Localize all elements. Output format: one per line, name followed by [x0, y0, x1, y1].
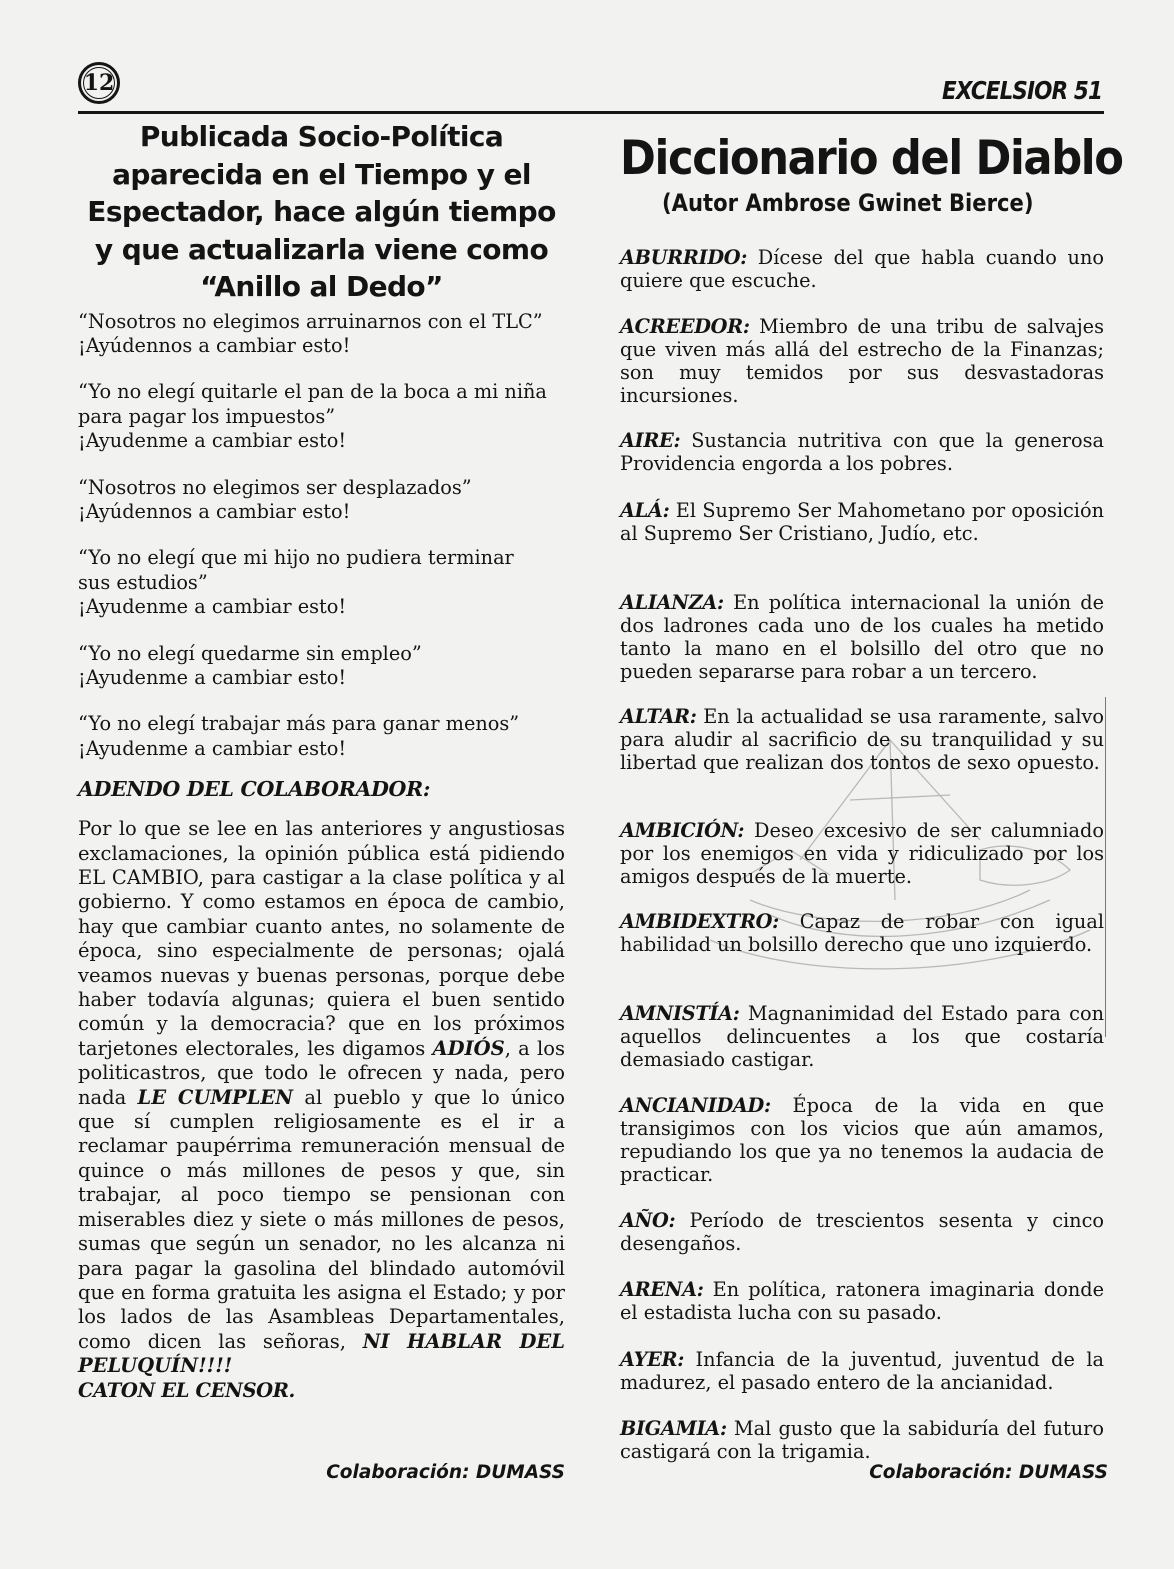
entry-term: AMBIDEXTRO: [620, 910, 779, 933]
entry-term: ALTAR: [620, 705, 697, 728]
entry-term: AMBICIÓN: [620, 819, 745, 842]
entry-definition: El Supremo Ser Mahometano por oposición al Supremo Ser Cristiano, Judío, etc. [620, 499, 1104, 545]
dictionary-entry [620, 500, 1104, 546]
emphasis-text: NI HABLAR DEL PELUQUÍN!!!! [78, 1329, 565, 1378]
left-credit: Colaboración: DUMASS [326, 1462, 565, 1483]
entry-definition: En la actualidad se usa raramente, salvo para aludir al sacrificio de su tranquilidad y su libertad que realizan dos tontos de sexo opuesto. [620, 705, 1104, 774]
entry-definition: Período de trescientos sesenta y cinco desengaños. [620, 1209, 1104, 1255]
entry-definition: Sustancia nutritiva con que la generosa Providencia engorda a los pobres. [620, 429, 1104, 475]
stanza [78, 476, 565, 525]
poem [78, 310, 565, 762]
stanza [78, 546, 565, 619]
body-text-part: Por lo que se lee en las anteriores y angustiosas exclamaciones, la opinión pública está pidiendo EL CAMBIO, para castigar a la clase política y al gobierno. Y como estamos en época de cambio, hay que cambiar cuanto antes, no solamente de época, sino especialmente de personas; ojalá veamos nuevas y buenas personas, porque debe haber todavía algunas; quiera el buen sentido común y la democracia? que en los próximos tarjetones electorales, les digamos [78, 817, 565, 1060]
entry-definition: En política internacional la unión de dos ladrones cada uno de los cuales ha metido tanto la mano en el bolsillo del otro que no pueden separarse para robar a un tercero. [620, 591, 1104, 683]
entry-definition: Miembro de una tribu de salvajes que viven más allá del estrecho de la Finanzas; son muy temidos por sus desvastadoras incursiones. [620, 315, 1104, 407]
right-credit: Colaboración: DUMASS [869, 1462, 1108, 1483]
dictionary-entry [620, 316, 1104, 408]
left-column [78, 118, 565, 1403]
page-number-badge [78, 62, 120, 104]
illustration-frame-line [1105, 697, 1106, 1037]
entry-term: AMNISTÍA: [620, 1002, 740, 1025]
stanza-line: ¡Ayudenme a cambiar esto! [78, 595, 347, 619]
entry-term: BIGAMIA: [620, 1417, 727, 1440]
entry-definition: Magnanimidad del Estado para con aquellos delincuentes a los que costaría demasiado castigar. [620, 1002, 1104, 1071]
dictionary-entry [620, 247, 1104, 293]
stanza-line: ¡Ayudenme a cambiar esto! [78, 736, 347, 760]
emphasis-text: LE CUMPLEN [137, 1085, 294, 1109]
stanza-line: “Yo no elegí trabajar más para ganar menos” [78, 712, 520, 736]
entry-term: ARENA: [620, 1278, 704, 1301]
stanza-line: ¡Ayúdennos a cambiar esto! [78, 499, 351, 523]
stanza-line: “Yo no elegí quitarle el pan de la boca a mi niña [78, 380, 547, 404]
entry-definition: Capaz de robar con igual habilidad un bolsillo derecho que uno izquierdo. [620, 910, 1104, 956]
dictionary-entry [620, 1279, 1104, 1325]
entry-definition: Época de la vida en que transigimos con los vicios que aún amamos, repudiando los que ya no tenemos la audacia de practicar. [620, 1094, 1104, 1186]
publication-brand: EXCELSIOR 51 [941, 76, 1102, 105]
adendo-title: ADENDO DEL COLABORADOR: [78, 777, 431, 802]
left-headline: Publicada Socio-Política aparecida en el Tiempo y el Espectador, hace algún tiempo y que actualizarla viene como “Anillo al Dedo” [87, 120, 556, 303]
dictionary-entry [620, 706, 1104, 775]
dictionary-entry [620, 911, 1104, 957]
stanza-line: para pagar los impuestos” [78, 404, 336, 428]
entry-term: ALÁ: [620, 499, 670, 522]
entry-definition: Mal gusto que la sabiduría del futuro castigará con la trigamia. [620, 1417, 1104, 1463]
entry-term: ALIANZA: [620, 591, 724, 614]
stanza [78, 712, 565, 761]
stanza-line: “Nosotros no elegimos arruinarnos con el TLC” [78, 309, 543, 333]
entry-definition: Infancia de la juventud, juventud de la madurez, el pasado entero de la ancianidad. [620, 1348, 1104, 1394]
dictionary-entry [620, 592, 1104, 684]
header-rule [78, 111, 1104, 114]
stanza-line: “Nosotros no elegimos ser desplazados” [78, 475, 472, 499]
dictionary-entry [620, 1095, 1104, 1187]
right-column [620, 130, 1123, 1463]
entry-term: AYER: [620, 1348, 685, 1371]
stanza-line: ¡Ayudenme a cambiar esto! [78, 429, 347, 453]
stanza [78, 642, 565, 691]
dictionary-title: Diccionario del Diablo [620, 131, 1123, 186]
entry-term: AIRE: [620, 429, 681, 452]
dictionary-entry [620, 430, 1104, 476]
entry-definition: Dícese del que habla cuando uno quiere que escuche. [620, 246, 1104, 292]
stanza-line: ¡Ayudenme a cambiar esto! [78, 665, 347, 689]
stanza-line: “Yo no elegí quedarme sin empleo” [78, 641, 422, 665]
entry-definition: En política, ratonera imaginaria donde el estadista lucha con su pasado. [620, 1278, 1104, 1324]
stanza-line: “Yo no elegí que mi hijo no pudiera terminar [78, 546, 514, 570]
dictionary-entry [620, 1210, 1104, 1256]
stanza [78, 380, 565, 453]
entry-term: AÑO: [620, 1209, 676, 1232]
entry-definition: Deseo excesivo de ser calumniado por los enemigos en vida y ridiculizado por los amigos después de la muerte. [620, 819, 1104, 888]
stanza-line: sus estudios” [78, 570, 208, 594]
page-number: 12 [83, 70, 115, 96]
body-text-part: al pueblo y que lo único que sí cumplen religiosamente es el ir a reclamar paupérrima remuneración mensual de quince o más millones de pesos y que, sin trabajar, al poco tiempo se pensionan con miserables diez y siete o más millones de pesos, sumas que según un senador, no les alcanza ni para pagar la gasolina del blindado automóvil que en forma gratuita les asigna el Estado; y por los lados de las Asambleas Departamentales, como dicen las señoras, [78, 1085, 565, 1353]
signature: CATON EL CENSOR. [78, 1378, 295, 1402]
stanza [78, 310, 565, 359]
dictionary-entry [620, 1418, 1104, 1464]
dictionary-entry [620, 1003, 1104, 1072]
entry-term: ACREEDOR: [620, 315, 750, 338]
entry-term: ABURRIDO: [620, 246, 748, 269]
dictionary-entry [620, 1349, 1104, 1395]
dictionary-subtitle: (Autor Ambrose Gwinet Bierce) [662, 189, 1034, 217]
adendo-body [78, 817, 565, 1378]
entry-term: ANCIANIDAD: [620, 1094, 771, 1117]
stanza-line: ¡Ayúdennos a cambiar esto! [78, 333, 351, 357]
dictionary-entry [620, 820, 1104, 889]
emphasis-text: ADIÓS [432, 1036, 505, 1060]
body-text-part: , a los politicastros, que todo le ofrecen y nada, pero nada [78, 1036, 565, 1109]
